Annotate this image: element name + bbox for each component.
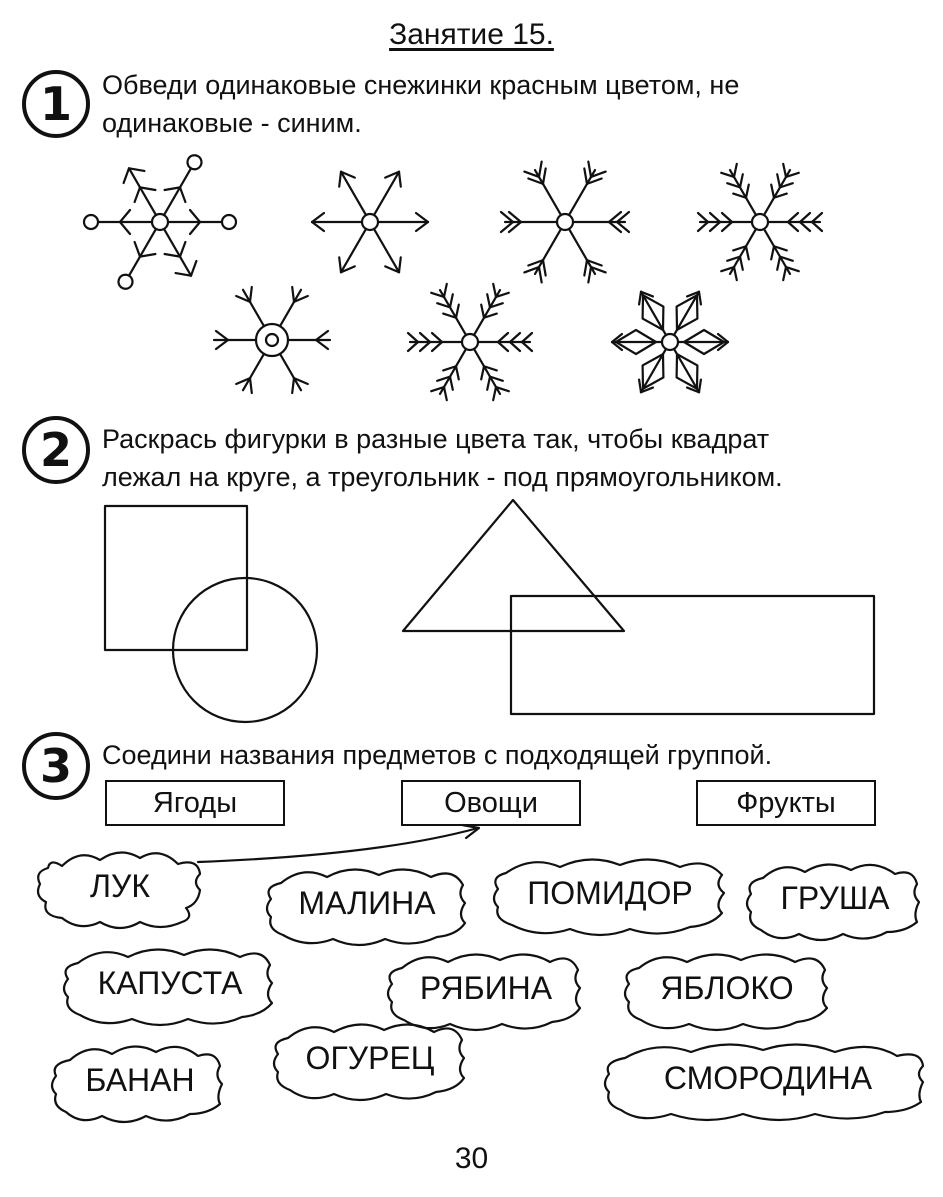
task-3-text: Соедини названия предметов с подходящей группой.: [102, 740, 773, 770]
word-ogurets[interactable]: ОГУРЕЦ: [305, 1040, 435, 1076]
task-2-text-line1: Раскрась фигурки в разные цвета так, чтобы квадрат: [102, 424, 770, 454]
word-luk[interactable]: ЛУК: [90, 868, 150, 904]
snowflake-4-icon: [698, 164, 822, 280]
snowflake-1-icon: [84, 150, 236, 294]
word-pomidor[interactable]: ПОМИДОР: [527, 875, 693, 911]
group-box-yagody[interactable]: Ягоды: [105, 780, 285, 826]
snowflake-6-icon: [408, 284, 532, 400]
word-smorodina[interactable]: СМОРОДИНА: [663, 1060, 873, 1096]
task-1-text-line2: одинаковые - синим.: [102, 108, 362, 138]
task-2-text-line2: лежал на круге, а треугольник - под прямоугольником.: [102, 462, 783, 492]
task-1-text-line1: Обведи одинаковые снежинки красным цветом, не: [102, 70, 740, 100]
word-yabloko[interactable]: ЯБЛОКО: [660, 970, 794, 1006]
group-box-frukty[interactable]: Фрукты: [696, 780, 876, 826]
page-number: 30: [454, 1142, 489, 1175]
snowflake-5-icon: [214, 285, 330, 394]
triangle-shape: [403, 500, 624, 631]
snowflake-3-icon: [501, 162, 629, 283]
snowflake-2-icon: [312, 167, 428, 276]
task-2-number: 2: [22, 416, 90, 484]
task-1-number: 1: [22, 70, 90, 138]
lesson-title: Занятие 15.: [389, 18, 554, 51]
group-box-ovoshchi[interactable]: Овощи: [401, 780, 581, 826]
rectangle-shape: [511, 596, 874, 714]
example-arrow: [198, 828, 478, 862]
word-malina[interactable]: МАЛИНА: [298, 885, 436, 921]
word-banan[interactable]: БАНАН: [85, 1062, 195, 1098]
word-kapusta[interactable]: КАПУСТА: [97, 965, 243, 1001]
word-ryabina[interactable]: РЯБИНА: [419, 970, 553, 1006]
task-3-number: 3: [22, 732, 90, 800]
word-grusha[interactable]: ГРУША: [780, 880, 890, 916]
snowflake-7-icon: [612, 286, 728, 398]
